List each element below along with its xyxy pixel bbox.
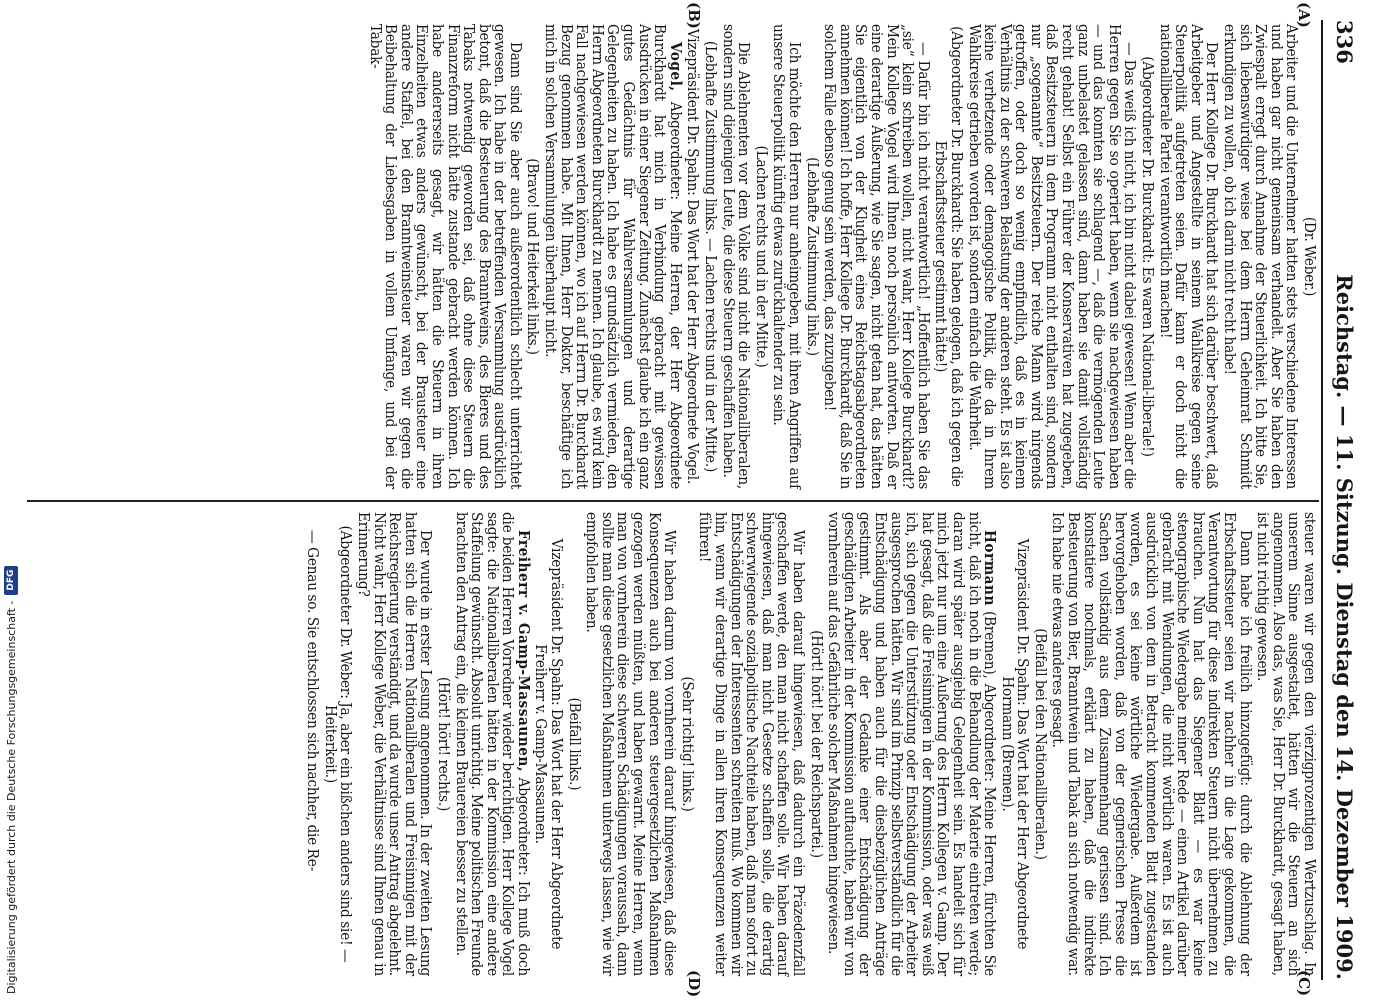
interjection: (Sehr richtig! links.) bbox=[678, 676, 697, 812]
paragraph: — Genau so. Sie entschlossen sich nachher, die Re- bbox=[304, 530, 323, 872]
right-column bbox=[27, 512, 1317, 976]
paragraph: Der wurde in erster Lesung angenommen. In der zweiten Lesung hatten sich die Herren Nationalliberalen und Freisinnigen mit der Reichsregierung verständigt, und da wurde unser Antrag abgelehnt. Nicht wahr, Herr Kollege Weber, die Verhältnisse sind Ihnen genau in Erinnerung? bbox=[354, 512, 436, 976]
interjection: (Lachen rechts und in der Mitte.) bbox=[752, 145, 771, 368]
speech-paragraph bbox=[826, 512, 998, 976]
paragraph: Dann habe ich freilich hinzugefügt: durch die Ablehnung der Erbschaftssteuer seien wir nachher in die Lage gekommen, die Verantwortung für diese indirekten Steuern nicht übernehmen zu brauchen. Nun hat das Siegener Blatt — es war keine stenographische Wiedergabe meiner Rede — einen Artikel darüber gebracht mit Wendungen, die nicht wörtlich waren. Es ist auch ausdrücklich von dem in Betracht kommenden Blatt zugestanden worden, es sei keine wörtliche Wiedergabe. Außerdem ist hervorgehoben worden, daß von der gegnerischen Presse die Sachen vollständig aus dem Zusammenhang gerissen sind. Ich konstatiere nochmals, erklärt zu haben, daß die indirekte Besteuerung von Bier, Branntwein und Tabak an sich notwendig war. Ich habe nie etwas anderes gesagt. bbox=[1049, 512, 1255, 976]
interjection: (Abgeordneter Dr. Weber: Ja, aber ein bißchen anders sind sie! — Heiterkeit.) bbox=[321, 525, 356, 963]
footer-credit-text: Digitalisierung gefördert durch die Deutsche Forschungsgemeinschaft - bbox=[4, 600, 18, 994]
speech-text: (Bremen), Abgeordneter: Meine Herren, fürchten Sie nicht, daß ich noch in die Behandlung der Materie eintreten werde; daran wird später ausgiebig Gelegenheit sein. Es handelt sich für mich jetzt nur um eine Äußerung des Herrn Kollegen v. Gamp. Der hat gesagt, daß die Freisinnigen in der Kommission, oder was weiß ich, sich gegen die Unterstützung oder Entschädigung der Arbeiter ausgesprochen hätten. Wir sind im Prinzip selbstverständlich für die Entschädigung und haben auch für die diesbezüglichen Anträge gestimmt. Als aber der Gedanke einer Entschädigung der geschädigten Arbeiter in der Kommission auftauchte, haben wir von vornherein auf das Gefährliche solcher Maßnahmen hingewiesen. bbox=[825, 512, 1000, 977]
paragraph: Ich möchte den Herren nur anheimgeben, mit ihren Angriffen auf unsere Steuerpolitik künftig etwas zurückhaltender zu sein. bbox=[770, 24, 804, 489]
column-divider bbox=[27, 500, 1319, 502]
paragraph: Wir haben darum von vornherein darauf hingewiesen, daß diese Konsequenzen auch bei anderen steuergesetzlichen Maßnahmen gezogen werden müßten, und haben gewarnt. Meine Herren, wenn man von vornherein diese schweren Schädigungen voraussah, dann sollte man diese gesetzlichen Maßnahmen unterwegs lassen, wie wir empfohlen haben. bbox=[583, 512, 680, 976]
paragraph: Die Ablehnenten vor dem Volke sind nicht die Nationalliberalen, sondern sind diejenigen Leute, die diese Steuern geschaffen haben. bbox=[719, 24, 754, 489]
interjection: (Abgeordneter Dr. Burckhardt: Sie haben gelogen, daß ich gegen die Erbschaftssteuer gestimmt hätte!) bbox=[932, 26, 966, 487]
paragraph: — Dafür bin ich nicht verantwortlich! „Hoffentlich haben Sie das „sie“ klein schreiben wollen, nicht wahr, Herr Kollege Burckhardt? Mein Kollege Vogel wird Ihnen noch persönlich antworten. Daß er eine derartige Äußerung, wie Sie sagen, nicht getan hat, das hätten Sie eigentlich von der Klugheit eines Reichstagsabgeordneten annehmen können! Ich hoffe, Herr Kollege Dr. Burckhardt, daß Sie in solchem Falle ebenso genug sein werden, das zuzugeben! bbox=[821, 24, 933, 489]
interjection: (Hört! hört! rechts.) bbox=[434, 676, 453, 812]
scanned-page bbox=[22, 0, 1383, 1000]
interjection: (Lebhafte Zustimmung links.) bbox=[803, 157, 822, 356]
dfg-logo: DFG bbox=[4, 566, 18, 595]
speaker-continuation: (Dr. Weber.) bbox=[1301, 216, 1319, 297]
interjection: (Beifall links.) bbox=[565, 697, 584, 791]
digitization-footer bbox=[0, 0, 22, 1000]
margin-marker-b: (B) bbox=[685, 2, 703, 29]
paragraph: Wir haben darauf hingewiesen, daß dadurch ein Präzedenzfall geschaffen werde, den man nicht schaffen solle. Wir haben darauf hingewiesen, daß man nicht Gesetze schaffen solle, die derartig schwerwiegende sozialpolitische Nachteile haben, daß man sofort zu Entschädigungen der Interessenten schreiten muß. Wo kommen wir hin, wenn wir derartige Dinge in allen ihren Konsequenzen weiter führen! bbox=[696, 512, 808, 976]
page-header bbox=[1321, 20, 1357, 980]
speech-text: Abgeordneter: Meine Herren, der Herr Abgeordnete Burckhardt hat mich in Verbindung gebracht mit gewissen Ausdrücken in einer Siegener Zeitung. Zunächst glaube ich ein ganz gutes Gedächtnis für Wahlversammlungen und derartige Gelegenheiten zu haben. Ich habe es grundsätzlich vermieden, den Herrn Abgeordneten Burckhardt zu nennen. Ich glaube, es wird kein Fall nachgewiesen werden können, wo ich auf Herrn Dr. Burckhardt Bezug genommen habe. Mit Ihnen, Herr Doktor, beschäftige ich mich in solchen Versammlungen überhaupt nicht. bbox=[542, 24, 685, 490]
header-title: Reichstag. — 11. Sitzung. Dienstag den 14. Dezember 1909. bbox=[1332, 274, 1357, 980]
speech-paragraph bbox=[543, 24, 683, 489]
interjection: (Abgeordneter Dr. Burckhardt: Es waren National-liberale!) bbox=[1139, 56, 1158, 457]
page-number: 336 bbox=[1332, 20, 1357, 64]
margin-marker-d: (D) bbox=[685, 970, 703, 998]
speaker-name: Hormann bbox=[981, 530, 1000, 606]
speech-text: Abgeordneter: Ich muß doch die beiden Herren Vorredner wieder berichtigen. Herr Kollege Vogel sagte: die Nationalliberalen hätten in der Kommission eine andere Staffelung gewünscht. Absolut unrichtig. Meine politischen Freunde brachten den Antrag ein, die kleinen Brauereien besser zu stellen. bbox=[452, 512, 533, 977]
speech-paragraph bbox=[453, 512, 531, 976]
interjection: (Bravo! und Heiterkeit links.) bbox=[524, 158, 543, 355]
left-column bbox=[27, 24, 1317, 489]
chair-announcement: Vizepräsident Dr. Spahn: Das Wort hat der Herr Abgeordnete Vogel. bbox=[684, 28, 703, 485]
speaker-name: Freiherr v. Gamp-Massaunen, bbox=[514, 530, 533, 773]
paragraph: Dann sind Sie aber auch außerordentlich schlecht unterrichtet gewesen. Ich habe in der betreffenden Versammlung ausdrücklich betont, daß die Besteuerung des Branntweins, des Bieres und des Tabaks notwendig geworden sei, daß ohne diese Steuern die Finanzreform nicht hätte zustande gebracht werden können. Ich habe andererseits gesagt, wir hätten die Steuern in ihren Einzelheiten etwas anders gewünscht, bei der Brausteuer eine andere Staffel, bei den Branntweinsteuer waren wir gegen die Beibehaltung der Liebesgaben in vollem Umfange, und bei der Tabak- bbox=[366, 24, 525, 489]
interjection: (Lebhafte Zustimmung links. — Lachen rechts und in der Mitte.) bbox=[702, 40, 721, 473]
margin-marker-c: (C) bbox=[1295, 970, 1313, 997]
paragraph: — Das weiß ich nicht, ich bin nicht dabei gewesen! Wenn aber die Herren gegen Sie so operiert haben, wenn sie nachgewiesen haben — und das konnten sie schlagend —, daß die vermögenden Leute ganz unbelastet gelassen sind, dann haben sie damit vollständig recht gehabt! Selbst ein Führer der Konservativen hat zugegeben, daß Besitzsteuern in dem Programm nicht enthalten sind, sondern nur „sogenannte“ Besitzsteuern. Der reiche Mann wird nirgends getroffen, oder doch so wenig empfindlich, daß es in keinem Verhältnis zu der schweren Belastung der anderen steht. Es ist also keine verhetzende oder demagogische Politik, die da in Ihrem Wahlkreise getrieben worden ist, sondern einfach die Wahrheit. bbox=[965, 24, 1140, 489]
paragraph: Arbeiter und die Unternehmer hatten stets verschiedene Interessen und haben gar nicht gemeinsam verhandelt. Aber Sie haben den Zwiespalt erregt durch Annahme der Steuerlichkeit. Ich bitte Sie, sich liebenswürdiger weise bei dem Herrn Geheimrat Schmidt erkundigen zu wollen, ob ich darin nicht recht habe! bbox=[1221, 24, 1302, 489]
interjection: (Hört! hört! bei der Reichspartei.) bbox=[807, 630, 826, 858]
interjection: (Beifall bei den Nationalliberalen.) bbox=[1031, 628, 1050, 860]
footer-rotated bbox=[0, 0, 22, 1000]
chair-announcement: Vizepräsident Dr. Spahn: Das Wort hat der Herr Abgeordnete Hormann (Bremen). bbox=[998, 538, 1033, 950]
speaker-name: Vogel, bbox=[666, 42, 685, 92]
margin-marker-a: (A) bbox=[1295, 2, 1313, 28]
paragraph: Der Herr Kollege Dr. Burckhardt hat sich darüber beschwert, daß Arbeitgeber und Angestellte in seinem Wahlkreise gegen seine Steuerpolitik aufgetreten seien. Dafür kann er doch nicht die nationalliberale Partei verantwortlich machen! bbox=[1156, 24, 1222, 489]
chair-announcement: Vizepräsident Dr. Spahn: Das Wort hat der Herr Abgeordnete Freiherr v. Gamp-Massaunen. bbox=[532, 538, 567, 950]
rotated-page-content bbox=[22, 0, 1383, 1000]
paragraph: steuer waren wir gegen den vierzigprozentigen Wertzuschlag. In unserem Sinne ausgestaltet, hätten wir die Steuern an sich angenommen. Also das, was Sie, Herr Dr. Burckhardt, gesagt haben, ist nicht richtig gewesen. bbox=[1254, 512, 1319, 976]
